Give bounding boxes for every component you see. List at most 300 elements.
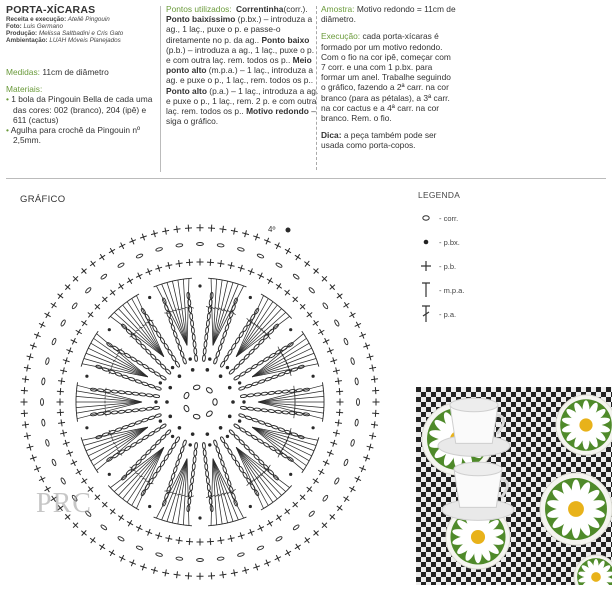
dica-paragraph bbox=[321, 130, 455, 150]
stitch-stroke bbox=[234, 228, 235, 235]
chain-stitch bbox=[205, 470, 208, 477]
chain-stitch bbox=[122, 425, 129, 430]
stitch-stroke bbox=[58, 294, 64, 298]
single-crochet-stitch bbox=[302, 535, 312, 545]
slip-stitch bbox=[178, 374, 182, 378]
credit-text: Melissa Saltbadini e Cris Gato bbox=[38, 30, 124, 37]
stitch-stroke bbox=[57, 391, 64, 392]
chain-stitch bbox=[215, 351, 220, 358]
stitch-top bbox=[323, 388, 324, 394]
single-crochet-stitch bbox=[150, 229, 159, 238]
chain-stitch bbox=[146, 393, 153, 397]
single-crochet-stitch bbox=[22, 421, 30, 429]
single-crochet-stitch bbox=[197, 539, 204, 546]
single-crochet-stitch bbox=[22, 375, 30, 383]
chain-stitch bbox=[238, 413, 245, 418]
slip-stitch bbox=[226, 435, 229, 438]
chain-stitch bbox=[239, 427, 246, 433]
chain-stitch bbox=[257, 360, 264, 366]
chain-stitch bbox=[112, 453, 119, 459]
slip-stitch bbox=[311, 426, 314, 429]
legend-item bbox=[418, 254, 476, 278]
chain-stitch bbox=[180, 351, 185, 358]
chain-stitch bbox=[85, 287, 92, 294]
chain-stitch bbox=[207, 484, 210, 491]
amostra-label: Amostra: bbox=[321, 4, 355, 14]
single-crochet-stitch bbox=[263, 236, 272, 245]
chain-stitch bbox=[118, 390, 125, 394]
chain-stitch bbox=[156, 331, 162, 338]
stitch-top bbox=[302, 331, 305, 336]
chain-stitch bbox=[165, 429, 172, 435]
chain-stitch bbox=[41, 378, 45, 385]
single-crochet-stitch bbox=[117, 554, 126, 563]
chain-stitch bbox=[148, 384, 155, 389]
chain-stitch bbox=[128, 423, 135, 428]
single-crochet-stitch bbox=[320, 520, 330, 530]
slip-stitch bbox=[165, 400, 169, 404]
stitch-bar bbox=[172, 493, 177, 494]
single-crochet-stitch bbox=[128, 236, 137, 245]
chain-stitch bbox=[197, 559, 204, 562]
credit-label: Foto: bbox=[6, 23, 22, 30]
stitch-stroke bbox=[110, 248, 114, 254]
double-crochet-stitch bbox=[236, 296, 263, 357]
chain-stitch bbox=[111, 411, 118, 415]
chain-stitch bbox=[155, 439, 162, 445]
stitch-stroke bbox=[369, 435, 376, 436]
double-crochet-stitch bbox=[252, 427, 309, 461]
single-crochet-stitch bbox=[154, 264, 163, 273]
credit-label: Produção: bbox=[6, 30, 38, 37]
chain-stitch bbox=[245, 384, 252, 389]
single-crochet-stitch bbox=[55, 291, 65, 301]
legend-title: LEGENDA bbox=[418, 190, 461, 200]
chain-stitch bbox=[180, 446, 185, 453]
single-crochet-stitch bbox=[79, 476, 89, 486]
chain-stitch bbox=[220, 436, 226, 443]
single-crochet-stitch bbox=[57, 388, 65, 396]
materiais-item-text: Agulha para crochê da Pingouin nº 2,5mm. bbox=[10, 125, 141, 146]
chain-stitch bbox=[155, 413, 162, 418]
section-divider bbox=[6, 178, 606, 179]
legend-item-text: - p.bx. bbox=[439, 237, 460, 247]
credit-label: Ambientação: bbox=[6, 37, 48, 44]
single-crochet-stitch bbox=[217, 536, 225, 544]
slip-stitch bbox=[219, 426, 223, 430]
chain-stitch bbox=[177, 344, 182, 351]
chain-stitch bbox=[175, 361, 181, 368]
chain-stitch bbox=[278, 427, 285, 432]
cup-handle bbox=[500, 479, 507, 498]
stitch-stroke bbox=[111, 509, 115, 514]
chain-stitch bbox=[235, 460, 241, 467]
double-crochet-stitch bbox=[252, 343, 309, 377]
stitch-stroke bbox=[337, 294, 343, 298]
slip-stitch bbox=[189, 443, 192, 446]
chain-stitch bbox=[160, 363, 167, 369]
chain-stitch bbox=[112, 345, 119, 351]
stitch-name: Ponto baixíssimo bbox=[166, 14, 236, 25]
chain-stitch bbox=[322, 495, 329, 502]
single-crochet-stitch bbox=[108, 507, 118, 517]
single-crochet-stitch bbox=[311, 476, 321, 486]
slip-stitch bbox=[198, 516, 201, 519]
stitch-stroke bbox=[268, 278, 272, 284]
chain-stitch bbox=[231, 454, 237, 461]
stitch-top bbox=[219, 279, 225, 280]
chain-stitch bbox=[205, 410, 213, 418]
chain-stitch bbox=[111, 390, 118, 394]
chain-stitch bbox=[238, 331, 244, 338]
chain-stitch bbox=[140, 344, 147, 350]
pontos-text bbox=[166, 4, 318, 126]
chain-stitch bbox=[245, 431, 252, 437]
stitch-top bbox=[180, 524, 186, 525]
chain-stitch bbox=[175, 436, 181, 443]
single-crochet-stitch bbox=[293, 252, 303, 262]
stitch-top bbox=[129, 297, 134, 300]
medidas-text: 11cm de diâmetro bbox=[42, 67, 109, 77]
single-crochet-stitch bbox=[100, 500, 110, 510]
chain-stitch bbox=[130, 356, 137, 362]
chain-stitch bbox=[156, 466, 162, 473]
single-crochet-stitch bbox=[108, 288, 118, 298]
chain-stitch bbox=[154, 371, 161, 377]
single-crochet-stitch bbox=[197, 224, 204, 231]
chain-stitch bbox=[220, 338, 225, 345]
amostra-paragraph bbox=[321, 4, 457, 24]
slip-stitch bbox=[228, 415, 232, 419]
single-crochet-stitch bbox=[336, 388, 344, 396]
amostra-text: Motivo redondo = 11cm de diâmetro. bbox=[321, 4, 456, 25]
chain-stitch bbox=[233, 363, 240, 369]
stitch-stroke bbox=[305, 537, 309, 543]
chain-stitch bbox=[160, 460, 166, 467]
credit-text: LUAH Móveis Planejados bbox=[49, 37, 121, 44]
chain-stitch bbox=[238, 466, 244, 473]
chain-stitch bbox=[194, 355, 197, 362]
dica-text: a peça também pode ser usada como porta-copos. bbox=[321, 130, 437, 151]
chain-stitch bbox=[205, 463, 208, 470]
materiais-section bbox=[6, 84, 156, 145]
single-crochet-stitch bbox=[49, 300, 59, 310]
single-crochet-stitch bbox=[283, 246, 293, 256]
chain-stitch bbox=[168, 318, 173, 325]
single-crochet-stitch bbox=[282, 507, 292, 517]
single-crochet-stitch bbox=[329, 439, 338, 448]
chain-stitch bbox=[202, 443, 205, 450]
stitch-stroke bbox=[343, 497, 349, 501]
single-crochet-stitch bbox=[62, 356, 71, 365]
slip-stitch bbox=[206, 368, 210, 372]
single-crochet-stitch bbox=[21, 387, 28, 394]
chain-stitch bbox=[227, 349, 233, 356]
credit-text: Ateliê Pingouin bbox=[67, 16, 110, 23]
chain-stitch bbox=[175, 460, 180, 467]
chain-stitch bbox=[204, 456, 207, 463]
stitch-stroke bbox=[307, 313, 312, 317]
slip-stitch bbox=[148, 505, 151, 508]
single-crochet-stitch bbox=[33, 464, 42, 473]
stitch-top bbox=[120, 303, 125, 307]
chain-stitch bbox=[207, 313, 210, 320]
stitch-stroke bbox=[111, 290, 115, 295]
stitch-top bbox=[180, 279, 186, 280]
stitch-stroke bbox=[100, 544, 104, 550]
chain-stitch bbox=[265, 377, 272, 382]
chain-stitch bbox=[263, 442, 270, 448]
stitch-stroke bbox=[128, 278, 132, 284]
single-crochet-stitch bbox=[197, 573, 204, 580]
single-crochet-stitch bbox=[69, 458, 78, 467]
single-crochet-stitch bbox=[273, 554, 282, 563]
single-crochet-stitch bbox=[332, 429, 340, 437]
single-crochet-stitch bbox=[332, 367, 340, 375]
chain-stitch bbox=[115, 372, 122, 377]
chain-stitch bbox=[225, 324, 230, 331]
column-execucao bbox=[321, 4, 607, 151]
single-crochet-stitch bbox=[186, 259, 194, 267]
stitch-stroke bbox=[318, 470, 324, 474]
stitch-top bbox=[129, 504, 134, 507]
slip-stitch bbox=[198, 284, 201, 287]
single-crochet-stitch bbox=[29, 342, 38, 351]
chain-stitch bbox=[153, 406, 160, 410]
stitch-stroke bbox=[210, 538, 211, 545]
stitch-stroke bbox=[210, 259, 211, 266]
single-crochet-stitch bbox=[92, 302, 102, 312]
chain-stitch bbox=[135, 420, 142, 425]
stitch-stroke bbox=[335, 381, 342, 382]
medidas-label: Medidas: bbox=[6, 67, 40, 77]
chain-stitch bbox=[171, 355, 177, 362]
stitch-stroke bbox=[22, 379, 29, 380]
chain-stitch bbox=[308, 287, 315, 294]
stitch-stroke bbox=[369, 367, 376, 368]
chain-stitch bbox=[206, 320, 209, 327]
chain-stitch bbox=[243, 444, 250, 450]
stitch-top bbox=[125, 300, 130, 304]
single-crochet-stitch bbox=[100, 294, 110, 304]
chain-stitch bbox=[202, 355, 205, 362]
stitch-top bbox=[261, 507, 266, 510]
single-crochet-stitch bbox=[334, 377, 342, 385]
single-crochet-stitch bbox=[125, 276, 135, 286]
chain-stitch bbox=[233, 434, 240, 440]
chain-stitch bbox=[45, 439, 50, 446]
single-crochet-stitch bbox=[247, 267, 256, 276]
chain-stitch bbox=[251, 364, 258, 370]
chain-stitch bbox=[238, 386, 245, 391]
stitch-stroke bbox=[58, 422, 65, 423]
single-crochet-stitch bbox=[335, 503, 345, 513]
single-crochet-stitch bbox=[125, 518, 135, 528]
stitch-top bbox=[214, 524, 220, 525]
chain-stitch bbox=[136, 360, 143, 366]
single-crochet-stitch bbox=[57, 409, 65, 417]
divider bbox=[160, 6, 161, 172]
legend-item bbox=[418, 278, 476, 302]
chain-stitch bbox=[229, 368, 236, 374]
single-crochet-stitch bbox=[227, 261, 235, 269]
bullet-icon: • bbox=[6, 125, 11, 136]
chain-stitch bbox=[118, 410, 125, 414]
stitch-stroke bbox=[313, 321, 319, 325]
stitch-stroke bbox=[296, 544, 300, 550]
stitch-top bbox=[275, 303, 280, 307]
chain-stitch bbox=[240, 394, 247, 398]
single-crochet-stitch bbox=[327, 512, 337, 522]
single-crochet-stitch bbox=[265, 276, 275, 286]
single-crochet-stitch bbox=[162, 569, 170, 577]
double-crochet-stitch bbox=[211, 278, 213, 345]
single-crochet-stitch bbox=[65, 449, 74, 458]
flower-center bbox=[471, 530, 485, 544]
chain-stitch bbox=[190, 320, 193, 327]
chain-stitch bbox=[173, 466, 178, 473]
chain-stitch bbox=[148, 367, 155, 373]
single-crochet-stitch bbox=[117, 241, 126, 250]
cup-rim bbox=[450, 398, 498, 411]
stitch-top bbox=[186, 525, 192, 526]
chain-stitch bbox=[139, 408, 146, 412]
single-crochet-stitch bbox=[37, 320, 46, 329]
single-crochet-stitch bbox=[227, 534, 235, 542]
single-crochet-stitch bbox=[241, 229, 250, 238]
single-crochet-stitch bbox=[43, 310, 53, 320]
stitch-stroke bbox=[234, 569, 235, 576]
chain-stitch bbox=[239, 371, 246, 377]
stitch-top bbox=[305, 336, 308, 341]
single-crochet-stitch bbox=[327, 282, 337, 292]
crochet-diagram bbox=[10, 202, 402, 592]
single-crochet-stitch bbox=[135, 271, 144, 280]
chain-stitch bbox=[254, 408, 261, 412]
chain-stitch bbox=[203, 348, 206, 355]
slip-stitch bbox=[154, 400, 157, 403]
stitch-top bbox=[322, 416, 323, 422]
chain-stitch bbox=[193, 341, 196, 348]
chain-stitch bbox=[248, 349, 255, 355]
single-crochet-stitch bbox=[59, 367, 67, 375]
daisy-coaster bbox=[574, 555, 612, 585]
slip-stitch bbox=[108, 328, 111, 331]
single-crochet-stitch bbox=[139, 563, 148, 572]
chain-stitch bbox=[183, 392, 190, 400]
stitch-stroke bbox=[285, 509, 289, 514]
single-crochet-stitch bbox=[290, 294, 300, 304]
chain-stitch bbox=[177, 453, 182, 460]
stitch-stroke bbox=[88, 313, 93, 317]
stitch-name: Ponto baixo bbox=[261, 34, 310, 45]
chain-stitch bbox=[136, 438, 143, 444]
single-crochet-stitch bbox=[241, 566, 250, 575]
single-crochet-stitch bbox=[321, 337, 330, 346]
stitch-stroke bbox=[57, 412, 64, 413]
chain-stitch bbox=[41, 399, 44, 406]
chain-stitch bbox=[193, 414, 200, 420]
chain-stitch bbox=[130, 442, 137, 448]
chain-stitch bbox=[258, 420, 265, 425]
watermark: PRC bbox=[36, 488, 92, 519]
stitch-bar bbox=[139, 327, 143, 328]
chain-stitch bbox=[233, 423, 240, 429]
single-crochet-stitch bbox=[79, 318, 89, 328]
stitch-stroke bbox=[296, 254, 300, 260]
chain-stitch bbox=[100, 273, 107, 280]
chain-stitch bbox=[213, 440, 218, 447]
chain-stitch bbox=[265, 423, 272, 428]
stitch-stroke bbox=[165, 569, 166, 576]
slip-stitch bbox=[249, 505, 252, 508]
chain-stitch bbox=[222, 466, 227, 473]
stitch-description: – siga o gráfico. bbox=[166, 106, 316, 127]
chain-stitch bbox=[100, 524, 107, 531]
grafico-label: GRÁFICO bbox=[20, 194, 66, 205]
chain-stitch bbox=[263, 356, 270, 362]
column-pontos bbox=[166, 4, 320, 126]
chain-stitch bbox=[171, 324, 176, 331]
stitch-stroke bbox=[119, 283, 123, 289]
slip-stitch bbox=[226, 366, 229, 369]
single-crochet-stitch bbox=[154, 531, 163, 540]
stitch-top bbox=[310, 453, 313, 458]
chain-stitch bbox=[225, 473, 230, 480]
single-crochet-stitch bbox=[69, 337, 78, 346]
double-crochet-stitch bbox=[252, 353, 314, 377]
chain-stitch bbox=[153, 394, 160, 398]
chain-stitch bbox=[45, 357, 50, 364]
chain-stitch bbox=[125, 409, 132, 413]
daisy-coaster bbox=[540, 473, 612, 545]
stitch-stroke bbox=[285, 290, 289, 295]
single-crochet-stitch bbox=[65, 346, 74, 355]
flower-center bbox=[579, 418, 592, 431]
slip-stitch bbox=[289, 473, 292, 476]
chain-stitch bbox=[193, 456, 196, 463]
stitch-stroke bbox=[277, 515, 281, 521]
stitch-stroke bbox=[318, 330, 324, 334]
stitch-top bbox=[95, 468, 98, 473]
slip-stitch bbox=[242, 400, 245, 403]
chain-stitch bbox=[194, 348, 197, 355]
chain-stitch bbox=[334, 319, 340, 326]
chain-stitch bbox=[257, 253, 264, 258]
chain-stitch bbox=[160, 337, 166, 344]
chain-stitch bbox=[166, 486, 171, 493]
daisy-coaster bbox=[556, 395, 612, 455]
stitch-top bbox=[310, 345, 313, 350]
chain-stitch bbox=[229, 429, 236, 435]
chain-stitch bbox=[233, 375, 240, 381]
single-crochet-stitch bbox=[252, 233, 261, 242]
slip-stitch bbox=[159, 419, 162, 422]
chain-stitch bbox=[271, 374, 278, 379]
single-crochet-stitch bbox=[282, 288, 292, 298]
single-crochet-stitch bbox=[26, 353, 35, 362]
chain-stitch bbox=[215, 446, 220, 453]
single-crochet-stitch bbox=[33, 331, 42, 340]
double-crochet-stitch bbox=[211, 459, 213, 526]
chain-stitch bbox=[308, 510, 315, 517]
single-crochet-stitch bbox=[371, 375, 379, 383]
chain-stitch bbox=[150, 354, 157, 360]
stitch-stroke bbox=[371, 424, 378, 425]
chain-stitch bbox=[150, 444, 157, 450]
single-crochet-stitch bbox=[21, 399, 28, 406]
slip-stitch bbox=[108, 473, 111, 476]
